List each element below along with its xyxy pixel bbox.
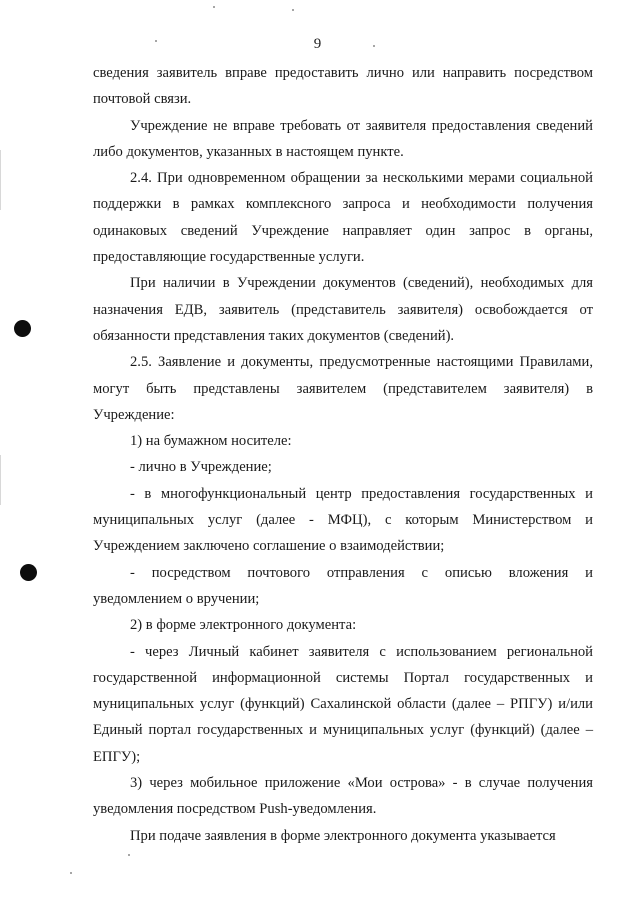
scan-speck bbox=[70, 872, 72, 874]
scan-speck bbox=[128, 854, 130, 856]
list-item: - посредством почтового отправления с описью вложения и уведомлением о вручении; bbox=[93, 564, 593, 607]
paragraph: сведения заявитель вправе предоставить лично или направить посредством почтовой связи. bbox=[93, 65, 593, 108]
list-item: 3) через мобильное приложение «Мои острова» - в случае получения уведомления посредством Push-уведомления. bbox=[93, 775, 593, 818]
list-item: - через Личный кабинет заявителя с использованием региональной государственной информационной системы Портал государственных и муниципальных услуг (функций) Сахалинской области (далее – РПГУ) и/или Единый портал государственных и муниципальных услуг (функций) (далее – ЕПГУ); bbox=[93, 643, 593, 765]
scan-edge-mark bbox=[0, 150, 1, 210]
punch-hole bbox=[20, 564, 37, 581]
list-item: - лично в Учреждение; bbox=[130, 459, 272, 476]
punch-hole bbox=[14, 320, 31, 337]
scan-edge-mark bbox=[0, 455, 1, 505]
paragraph: 2.5. Заявление и документы, предусмотренные настоящими Правилами, могут быть представлены заявителем (представителем заявителя) в Учреждение: bbox=[93, 354, 593, 423]
paragraph: При наличии в Учреждении документов (сведений), необходимых для назначения ЕДВ, заявитель (представитель заявителя) освобождается от обязанности представления таких документов (сведений). bbox=[93, 275, 593, 344]
paragraph: 2.4. При одновременном обращении за несколькими мерами социальной поддержки в рамках комплексного запроса и необходимости получения одинаковых сведений Учреждение направляет один запрос в органы, предоставляющие государственные услуги. bbox=[93, 170, 593, 266]
list-item: - в многофункциональный центр предоставления государственных и муниципальных услуг (далее - МФЦ), с которым Министерством и Учреждением заключено соглашение о взаимодействии; bbox=[93, 485, 593, 555]
paragraph: При подаче заявления в форме электронного документа указывается bbox=[130, 827, 556, 844]
paragraph: Учреждение не вправе требовать от заявителя предоставления сведений либо документов, указанных в настоящем пункте. bbox=[93, 117, 593, 160]
scan-speck bbox=[292, 9, 294, 11]
document-body bbox=[93, 60, 593, 849]
list-item: 1) на бумажном носителе: bbox=[130, 433, 292, 450]
page-number: 9 bbox=[313, 36, 322, 52]
scan-speck bbox=[213, 6, 215, 8]
list-item: 2) в форме электронного документа: bbox=[130, 617, 357, 634]
